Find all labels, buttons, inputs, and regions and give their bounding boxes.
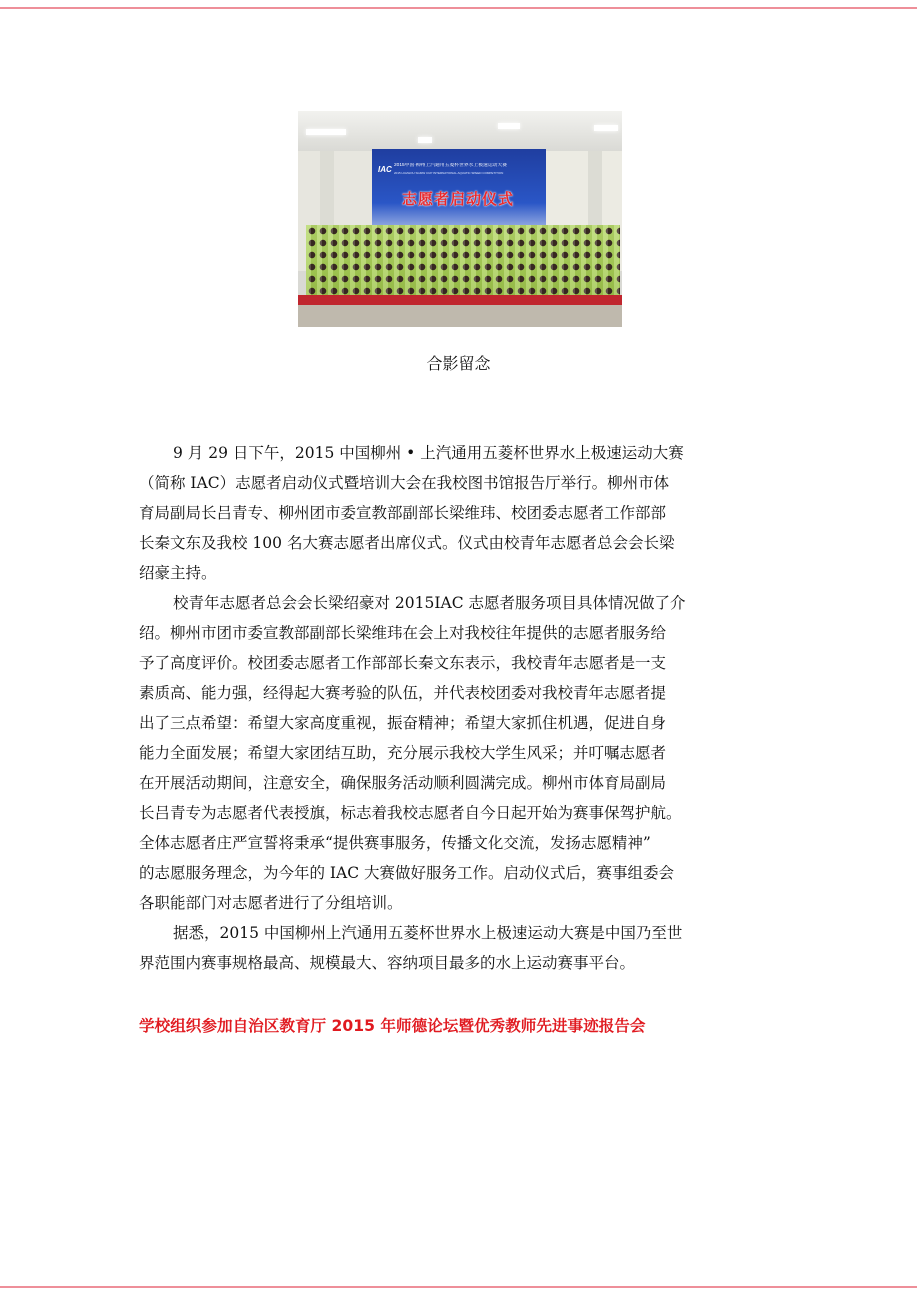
volunteer-group-shading: [306, 225, 620, 299]
bottom-rule: [0, 1286, 917, 1288]
body-line: 出了三点希望：希望大家高度重视，振奋精神；希望大家抓住机遇，促进自身: [139, 714, 667, 732]
body-line: 的志愿服务理念，为今年的 IAC 大赛做好服务工作。启动仪式后，赛事组委会: [139, 864, 675, 882]
body-line: 据悉，2015 中国柳州上汽通用五菱杯世界水上极速运动大赛是中国乃至世: [173, 924, 683, 942]
stage-floor: [298, 305, 622, 327]
body-line: 绍豪主持。: [139, 564, 217, 582]
stage-edge: [298, 295, 622, 305]
ceiling-lamp: [306, 129, 346, 135]
body-line: 9 月 29 日下午，2015 中国柳州 • 上汽通用五菱杯世界水上极速运动大赛: [173, 444, 684, 462]
group-photo: [298, 111, 622, 327]
body-line: 长秦文东及我校 100 名大赛志愿者出席仪式。仪式由校青年志愿者总会会长梁: [139, 534, 675, 552]
backdrop-event-title: 2015中国·柳州上汽通用五菱杯世界水上极速运动大赛: [394, 163, 508, 168]
body-line: 绍。柳州市团市委宣教部副部长梁维玮在会上对我校往年提供的志愿者服务给: [139, 624, 667, 642]
ceiling-lamp: [418, 137, 432, 143]
backdrop-event-subtitle: 2015 LIUZHOU SGMW CUP INTERNATIONAL AQUATIC SPEED COMPETITION: [394, 171, 504, 175]
next-article-heading: 学校组织参加自治区教育厅 2015 年师德论坛暨优秀教师先进事迹报告会: [139, 1017, 646, 1035]
body-line: 各职能部门对志愿者进行了分组培训。: [139, 894, 403, 912]
top-rule: [0, 7, 917, 9]
body-line: 育局副局长吕青专、柳州团市委宣教部副部长梁维玮、校团委志愿者工作部部: [139, 504, 667, 522]
body-line: 予了高度评价。校团委志愿者工作部部长秦文东表示，我校青年志愿者是一支: [139, 654, 667, 672]
body-line: （简称 IAC）志愿者启动仪式暨培训大会在我校图书馆报告厅举行。柳州市体: [139, 474, 670, 492]
ceiling-lamp: [498, 123, 520, 129]
ceiling-lamp: [594, 125, 618, 131]
body-line: 全体志愿者庄严宣誓将秉承“提供赛事服务，传播文化交流，发扬志愿精神”: [139, 834, 651, 852]
iac-logo: IAC: [378, 165, 392, 174]
body-line: 校青年志愿者总会会长梁绍豪对 2015IAC 志愿者服务项目具体情况做了介: [173, 594, 686, 612]
body-line: 素质高、能力强，经得起大赛考验的队伍，并代表校团委对我校青年志愿者提: [139, 684, 667, 702]
body-line: 长吕青专为志愿者代表授旗，标志着我校志愿者自今日起开始为赛事保驾护航。: [139, 804, 682, 822]
backdrop-ceremony-title: 志愿者启动仪式: [402, 190, 515, 208]
body-line: 在开展活动期间，注意安全，确保服务活动顺利圆满完成。柳州市体育局副局: [139, 774, 667, 792]
photo-caption: 合影留念: [426, 354, 491, 373]
body-line: 能力全面发展；希望大家团结互助，充分展示我校大学生风采；并叮嘱志愿者: [139, 744, 667, 762]
body-line: 界范围内赛事规格最高、规模最大、容纳项目最多的水上运动赛事平台。: [139, 954, 636, 972]
